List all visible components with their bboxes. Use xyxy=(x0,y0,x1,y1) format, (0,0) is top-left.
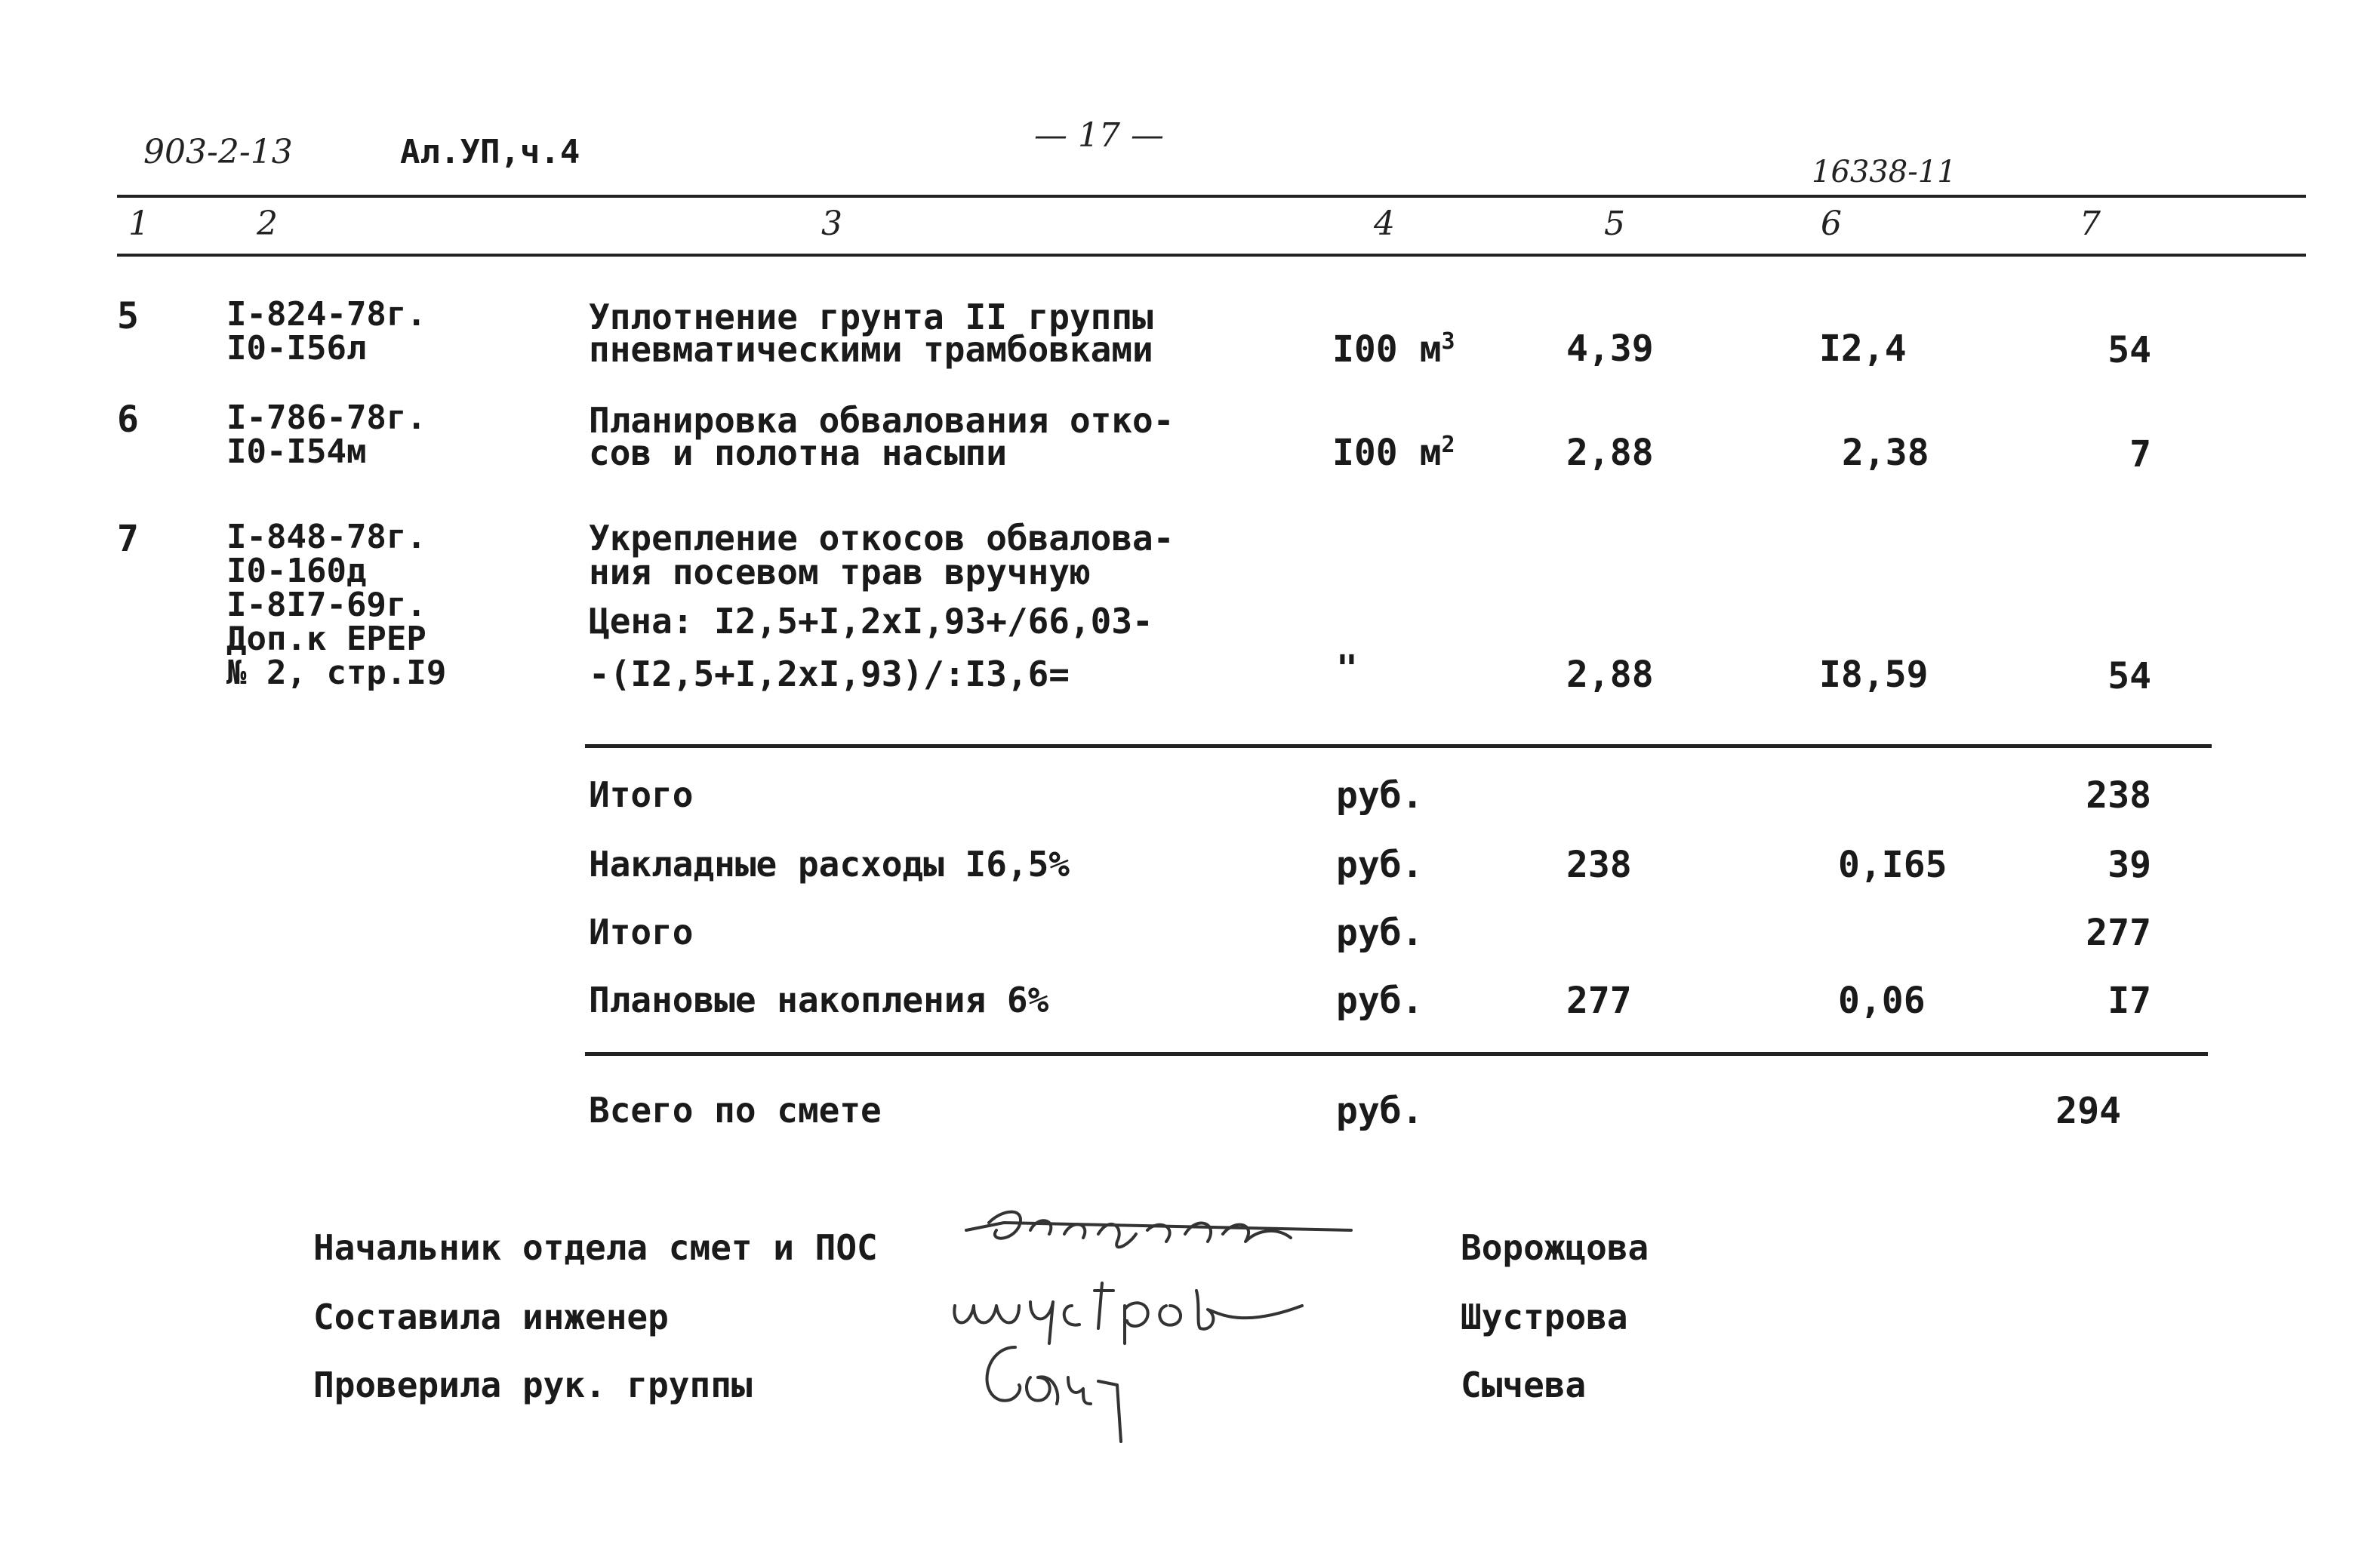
total-unit: руб. xyxy=(1336,912,1424,954)
price-formula: -(I2,5+I,2xI,93)/:I3,6= xyxy=(589,654,1070,694)
table-top-rule xyxy=(117,195,2306,198)
document-code: 903-2-13 xyxy=(143,133,293,171)
inventory-number: 16338-11 xyxy=(1812,155,1957,189)
signatory-role: Составила инженер xyxy=(313,1297,669,1337)
row-unit: I00 $м^3$ xyxy=(1332,328,1455,371)
row-unit-price: 2,38 xyxy=(1842,432,1929,474)
column-header-4: 4 xyxy=(1374,205,1395,243)
row-unit-price: I2,4 xyxy=(1819,328,1907,370)
column-header-2: 2 xyxy=(257,205,278,243)
total-rate: 0,I65 xyxy=(1838,844,1947,886)
total-base: 277 xyxy=(1566,980,1632,1022)
total-value: 39 xyxy=(2108,844,2151,886)
grand-total-rule xyxy=(585,1052,2208,1056)
row-number: 5 xyxy=(117,295,139,337)
grand-total-value: 294 xyxy=(2055,1090,2121,1132)
grand-total-label: Всего по смете xyxy=(589,1090,882,1131)
table-header-bottom-rule xyxy=(117,254,2306,257)
column-header-6: 6 xyxy=(1821,205,1842,243)
signatory-role: Проверила рук. группы xyxy=(313,1365,753,1405)
row-description: Планировка обвалования отко- xyxy=(589,400,1175,441)
signatory-name: Сычева xyxy=(1461,1365,1587,1405)
row-reference: I-848-78г. xyxy=(226,518,426,556)
column-header-5: 5 xyxy=(1604,205,1625,243)
total-unit: руб. xyxy=(1336,980,1424,1022)
signatory-name: Ворожцова xyxy=(1461,1227,1649,1268)
row-quantity: 4,39 xyxy=(1566,328,1654,370)
row-description: ния посевом трав вручную xyxy=(589,552,1091,592)
row-description: пневматическими трамбовками xyxy=(589,329,1153,370)
row-description: сов и полотна насыпи xyxy=(589,432,1007,473)
column-header-3: 3 xyxy=(821,205,842,243)
column-header-1: 1 xyxy=(128,205,149,243)
row-unit-price: I8,59 xyxy=(1819,654,1929,696)
total-value: I7 xyxy=(2108,980,2151,1022)
row-unit: I00 $м^2$ xyxy=(1332,432,1455,474)
row-cost: 7 xyxy=(2129,433,2151,475)
album-reference: Ал.УП,ч.4 xyxy=(400,133,580,171)
total-value: 238 xyxy=(2086,774,2151,817)
row-reference: I-824-78г. xyxy=(226,295,426,334)
row-reference: I-8I7-69г. xyxy=(226,586,426,624)
row-unit: " xyxy=(1336,648,1358,690)
row-reference: I0-I54м xyxy=(226,432,367,471)
handwritten-signature xyxy=(940,1260,1332,1343)
total-label: Плановые накопления 6% xyxy=(589,980,1049,1020)
total-unit: руб. xyxy=(1336,774,1424,817)
row-quantity: 2,88 xyxy=(1566,654,1654,696)
column-header-7: 7 xyxy=(2080,205,2101,243)
total-label: Итого xyxy=(589,912,694,952)
total-rate: 0,06 xyxy=(1838,980,1926,1022)
page-number: — 17 — xyxy=(1034,116,1164,155)
row-number: 6 xyxy=(117,399,139,441)
row-number: 7 xyxy=(117,518,139,560)
row-description: Уплотнение грунта II группы xyxy=(589,297,1153,337)
row-reference: I0-I56л xyxy=(226,329,367,368)
totals-top-rule xyxy=(585,744,2212,748)
row-cost: 54 xyxy=(2108,655,2151,697)
row-cost: 54 xyxy=(2108,329,2151,371)
total-label: Накладные расходы I6,5% xyxy=(589,844,1070,885)
row-quantity: 2,88 xyxy=(1566,432,1654,474)
handwritten-signature xyxy=(959,1200,1351,1268)
row-reference: № 2, стр.I9 xyxy=(226,654,447,692)
handwritten-signature xyxy=(970,1332,1166,1445)
price-formula: Цена: I2,5+I,2xI,93+/66,03- xyxy=(589,601,1153,642)
total-label: Итого xyxy=(589,774,694,815)
grand-total-unit: руб. xyxy=(1336,1090,1424,1132)
signatory-name: Шустрова xyxy=(1461,1297,1628,1337)
total-unit: руб. xyxy=(1336,844,1424,886)
total-value: 277 xyxy=(2086,912,2151,954)
row-description: Укрепление откосов обвалова- xyxy=(589,518,1175,559)
row-reference: Доп.к ЕРЕР xyxy=(226,620,426,658)
signatory-role: Начальник отдела смет и ПОС xyxy=(313,1227,878,1268)
row-reference: I0-160д xyxy=(226,552,367,590)
total-base: 238 xyxy=(1566,844,1632,886)
row-reference: I-786-78г. xyxy=(226,399,426,437)
